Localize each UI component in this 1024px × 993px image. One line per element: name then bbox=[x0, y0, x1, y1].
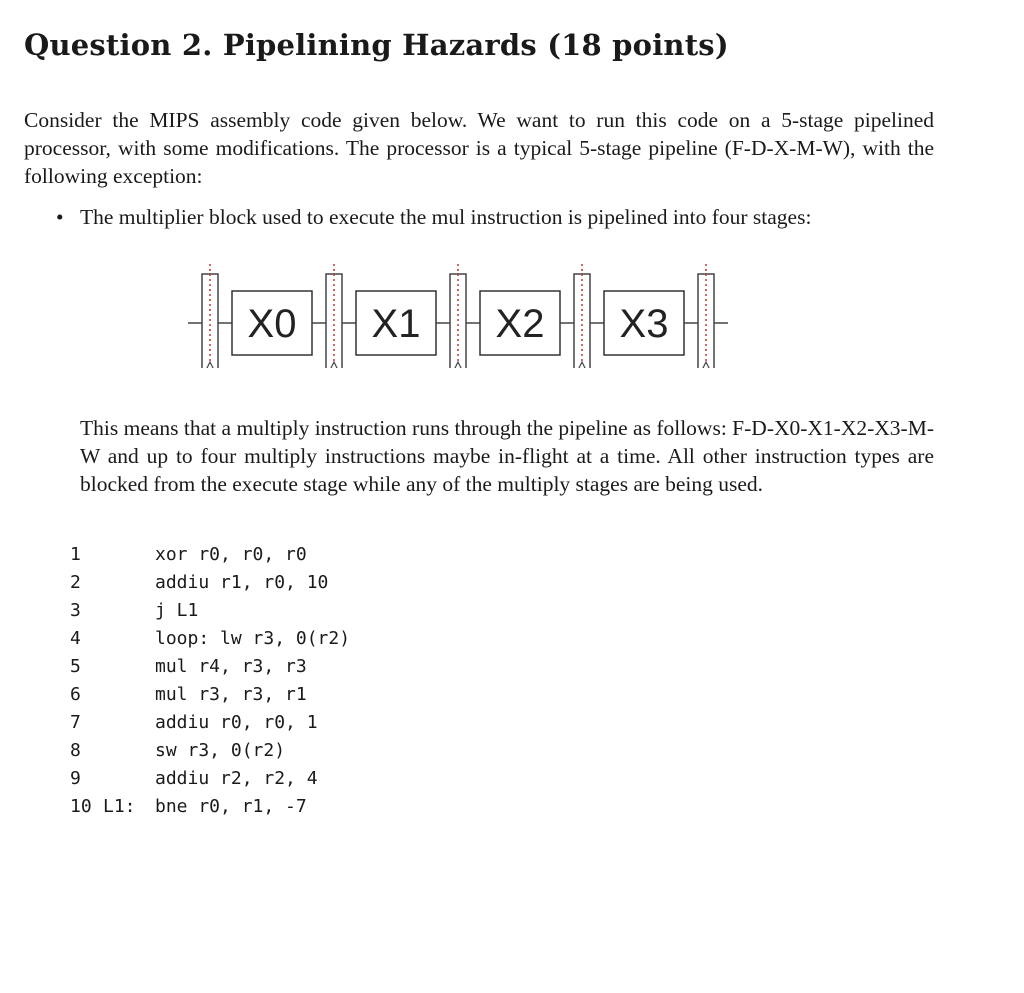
stage-label-x1: X1 bbox=[371, 302, 421, 346]
code-instruction: addiu r0, r0, 1 bbox=[155, 712, 318, 733]
code-instruction: sw r3, 0(r2) bbox=[155, 740, 286, 761]
stage-label-x3: X3 bbox=[619, 302, 669, 346]
bullet-text: The multiplier block used to execute the mul instruction is pipelined into four stages: bbox=[80, 205, 812, 229]
pipeline-svg bbox=[180, 258, 780, 368]
code-instruction: xor r0, r0, r0 bbox=[155, 544, 307, 565]
code-instruction: mul r3, r3, r1 bbox=[155, 684, 307, 705]
code-instruction: addiu r2, r2, 4 bbox=[155, 768, 318, 789]
intro-paragraph: Consider the MIPS assembly code given below. We want to run this code on a 5-stage pipelined processor, with some modifications. The processor is a typical 5-stage pipeline (F-D-X-M-W), with the following exception: bbox=[24, 108, 934, 188]
multiplier-pipeline-diagram bbox=[180, 258, 780, 372]
line-number: 7 bbox=[70, 712, 81, 733]
line-number: 8 bbox=[70, 740, 81, 761]
code-instruction: addiu r1, r0, 10 bbox=[155, 572, 329, 593]
line-number: 2 bbox=[70, 572, 81, 593]
code-instruction: bne r0, r1, -7 bbox=[155, 796, 307, 817]
line-number: 9 bbox=[70, 768, 81, 789]
line-number: 3 bbox=[70, 600, 81, 621]
code-instruction: mul r4, r3, r3 bbox=[155, 656, 307, 677]
pipeline-description: This means that a multiply instruction runs through the pipeline as follows: F-D-X0-X1-X2-X3-M-W and up to four multiply instructions maybe in-flight at a time. All other instruction types are blocked from the execute stage while any of the multiply stages are being used. bbox=[80, 416, 934, 496]
bullet-item bbox=[56, 203, 811, 231]
stage-label-x2: X2 bbox=[495, 302, 545, 346]
code-instruction: loop: lw r3, 0(r2) bbox=[155, 628, 351, 649]
code-label: L1: bbox=[103, 796, 136, 817]
bullet-icon: • bbox=[56, 205, 64, 229]
line-number: 4 bbox=[70, 628, 81, 649]
line-number: 6 bbox=[70, 684, 81, 705]
line-number: 10 bbox=[70, 796, 92, 817]
line-number: 1 bbox=[70, 544, 81, 565]
question-title: Question 2. Pipelining Hazards (18 points) bbox=[24, 28, 729, 62]
code-instruction: j L1 bbox=[155, 600, 199, 621]
stage-label-x0: X0 bbox=[247, 302, 297, 346]
line-number: 5 bbox=[70, 656, 81, 677]
